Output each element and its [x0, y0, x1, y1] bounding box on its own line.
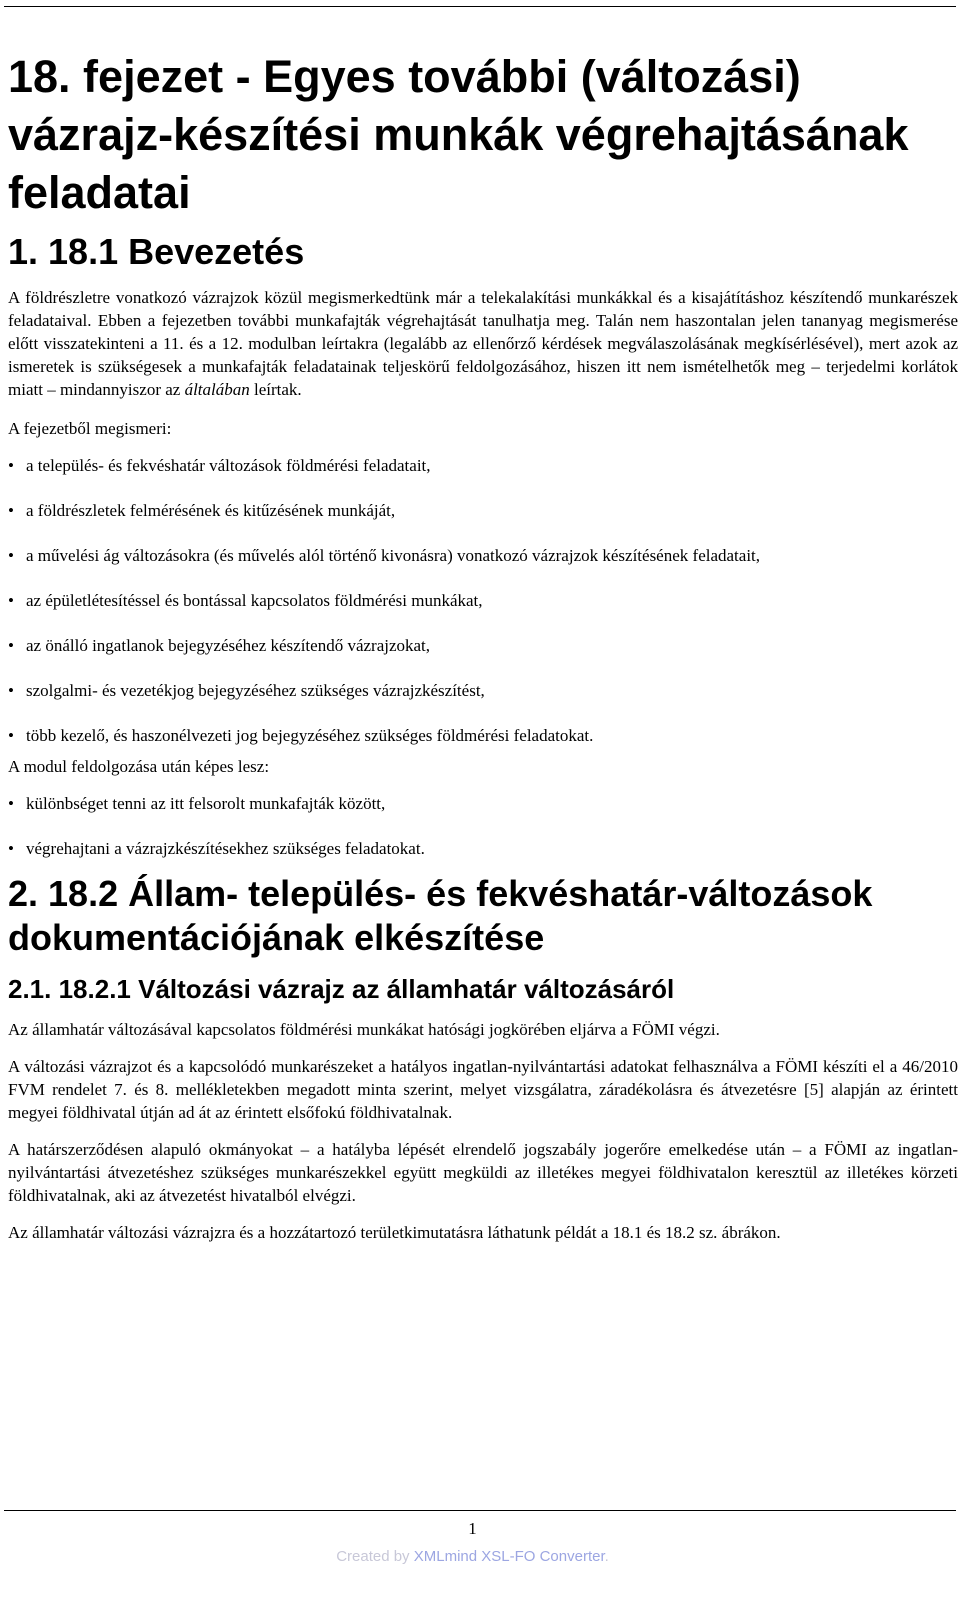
body-paragraph: Az államhatár változásával kapcsolatos földmérési munkákat hatósági jogkörében eljárva a FÖMI végzi.	[8, 1020, 720, 1039]
page-number: 1	[468, 1519, 477, 1538]
chapter-title: 18. fejezet - Egyes további (változási) vázrajz-készítési munkák végrehajtásának feladatai	[8, 51, 909, 218]
list-item-text: szolgalmi- és vezetékjog bejegyzéséhez szükséges vázrajzkészítést,	[26, 681, 485, 700]
section-2-title: 2. 18.2 Állam- település- és fekvéshatár-változások dokumentációjának elkészítése	[8, 873, 873, 958]
top-rule	[4, 6, 956, 7]
list-item-text: a földrészletek felmérésének és kitűzésének munkáját,	[26, 501, 396, 520]
intro-paragraph	[8, 286, 958, 401]
intro-text: A földrészletre vonatkozó vázrajzok közül megismerkedtünk már a telekalakítási munkákkal és a kisajátításhoz készítendő munkarészek feladataival. Ebben a fejezetben további munkafajták végrehajtását tanulhatja meg. Talán nem haszontalan jelen tananyag megismerése előtt visszatekinteni a 11. és a 12. modulban leírtakra (legalább az ellenőrző kérdések megválaszolásának megkísérlésével), mert azok az ismeretek is szükségesek a munkafajták feladatainak teljeskörű feldolgozásához, hiszen itt nem ismételhetők meg – terjedelmi korlátok miatt – mindannyiszor az	[8, 288, 958, 399]
bullet-icon: •	[8, 794, 14, 813]
list-item	[8, 544, 958, 567]
list-item-text: az önálló ingatlanok bejegyzéséhez készítendő vázrajzokat,	[26, 636, 431, 655]
list-item	[8, 454, 958, 477]
bullet-icon: •	[8, 681, 14, 700]
footer-rule	[4, 1510, 956, 1511]
body-paragraph: A változási vázrajzot és a kapcsolódó munkarészeket a hatályos ingatlan-nyilvántartási adatokat felhasználva a FÖMI készíti el a 46/2010 FVM rendelet 7. és 8. mellékletekben megadott minta szerint, melyet vizsgálatra, záradékolásra és átvezetésre [5] alapján az érintett megyei földhivatal útján ad át az érintett elsőfokú földhivatalnak.	[8, 1057, 958, 1122]
bullet-icon: •	[8, 456, 14, 475]
bullet-icon: •	[8, 546, 14, 565]
bullet-icon: •	[8, 726, 14, 745]
bullet-icon: •	[8, 839, 14, 858]
learn-heading: A fejezetből megismeri:	[8, 419, 172, 438]
list-item-text: az épületlétesítéssel és bontással kapcsolatos földmérési munkákat,	[26, 591, 483, 610]
list-item	[8, 499, 958, 522]
list-item	[8, 634, 958, 657]
list-item	[8, 589, 958, 612]
list-item	[8, 837, 958, 860]
section-1-title: 1. 18.1 Bevezetés	[8, 231, 305, 272]
learn-list	[8, 454, 958, 747]
bullet-icon: •	[8, 636, 14, 655]
bullet-icon: •	[8, 591, 14, 610]
list-item-text: több kezelő, és haszonélvezeti jog bejegyzéséhez szükséges földmérési feladatokat.	[26, 726, 594, 745]
document-page	[8, 48, 958, 1258]
list-item-text: a település- és fekvéshatár változások földmérési feladatait,	[26, 456, 431, 475]
able-list	[8, 792, 958, 860]
list-item-text: a művelési ág változásokra (és művelés alól történő kivonásra) vonatkozó vázrajzok készítésének feladatait,	[26, 546, 761, 565]
list-item-text: végrehajtani a vázrajzkészítésekhez szükséges feladatokat.	[26, 839, 425, 858]
intro-emphasis: általában	[184, 380, 250, 399]
converter-credit	[0, 1548, 945, 1566]
list-item	[8, 724, 958, 747]
credit-link[interactable]: XMLmind XSL-FO Converter	[413, 1548, 605, 1565]
bullet-icon: •	[8, 501, 14, 520]
list-item	[8, 679, 958, 702]
intro-text-end: leírtak.	[249, 380, 302, 399]
able-heading: A modul feldolgozása után képes lesz:	[8, 757, 270, 776]
list-item	[8, 792, 958, 815]
list-item-text: különbséget tenni az itt felsorolt munkafajták között,	[26, 794, 386, 813]
subsection-2-1-title: 2.1. 18.2.1 Változási vázrajz az államhatár változásáról	[8, 974, 675, 1004]
body-paragraph: A határszerződésen alapuló okmányokat – a hatályba lépését elrendelő jogszabály jogerőre emelkedése után – a FÖMI az ingatlan-nyilvántartási átvezetéshez szükséges munkarészekkel együtt megküldi az illetékes megyei földhivatalon keresztül az illetékes körzeti földhivatalnak, aki az átvezetést hivatalból elvégzi.	[8, 1140, 958, 1205]
credit-prefix: Created by	[336, 1548, 414, 1565]
body-paragraph: Az államhatár változási vázrajzra és a hozzátartozó területkimutatásra láthatunk példát a 18.1 és 18.2 sz. ábrákon.	[8, 1223, 781, 1242]
credit-suffix: .	[604, 1548, 609, 1565]
